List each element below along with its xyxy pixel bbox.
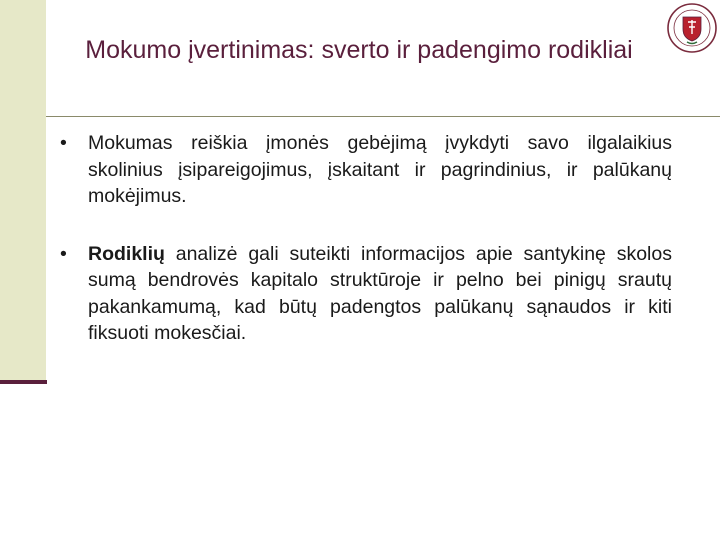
bullet-text: analizė gali suteikti informacijos apie santykinę skolos sumą bendrovės kapitalo struktūroje ir pelno bei pinigų srautų pakankamumą, kad būtų padengtos palūkanų sąnaudos ir kiti fiksuoti mokesčiai. xyxy=(88,242,672,344)
university-crest-icon xyxy=(666,2,718,54)
bullet-list xyxy=(60,130,672,347)
bullet-marker: • xyxy=(60,132,67,154)
bullet-item xyxy=(60,241,672,347)
side-band xyxy=(0,0,46,381)
bullet-item xyxy=(60,130,672,210)
bullet-text: Mokumas reiškia įmonės gebėjimą įvykdyti savo ilgalaikius skolinius įsipareigojimus, įskaitant ir pagrindinius, ir palūkanų mokėjimus. xyxy=(88,132,672,207)
title-divider xyxy=(46,116,720,117)
slide-title: Mokumo įvertinimas: sverto ir padengimo rodikliai xyxy=(85,36,633,64)
bullet-lead-term: Rodiklių xyxy=(88,242,165,265)
accent-rule xyxy=(0,380,47,384)
bullet-marker: • xyxy=(60,242,67,265)
